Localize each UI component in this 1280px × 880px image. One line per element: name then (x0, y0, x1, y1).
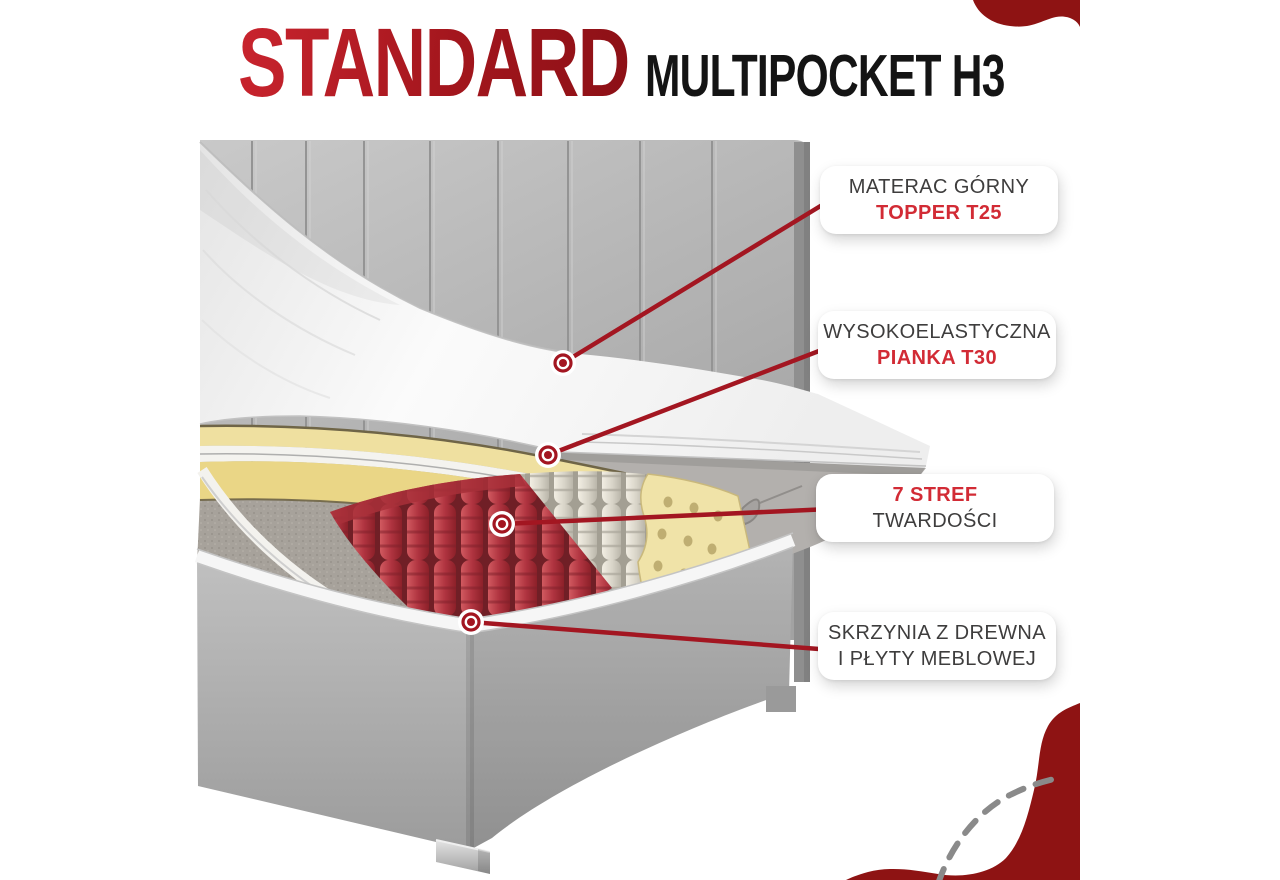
callout-foam-line2: PIANKA T30 (877, 347, 997, 369)
callout-topper (820, 166, 1058, 234)
callout-foam (818, 311, 1056, 379)
title-brand: STANDARD (238, 8, 629, 117)
callout-foam-line1: WYSOKOELASTYCZNA (823, 321, 1051, 343)
marker-dot-zones (489, 511, 515, 537)
bed-leg (436, 840, 490, 874)
callout-box-line1: SKRZYNIA Z DREWNA (828, 622, 1046, 644)
marker-dot-topper (550, 350, 576, 376)
marker-dot-foam (535, 442, 561, 468)
corner-blob-top (973, 0, 1080, 27)
callout-zones (816, 474, 1054, 542)
callout-box (818, 612, 1056, 680)
corner-blob-bottom (846, 703, 1080, 880)
marker-dot-box (458, 609, 484, 635)
callout-topper-line1: MATERAC GÓRNY (848, 176, 1030, 198)
callout-zones-line1: 7 STREF (892, 484, 978, 506)
callout-box-line2: I PŁYTY MEBLOWEJ (837, 648, 1037, 670)
title-model: MULTIPOCKET H3 (645, 43, 1005, 109)
callout-topper-line2: TOPPER T25 (876, 202, 1002, 224)
callout-zones-line2: TWARDOŚCI (872, 510, 998, 532)
